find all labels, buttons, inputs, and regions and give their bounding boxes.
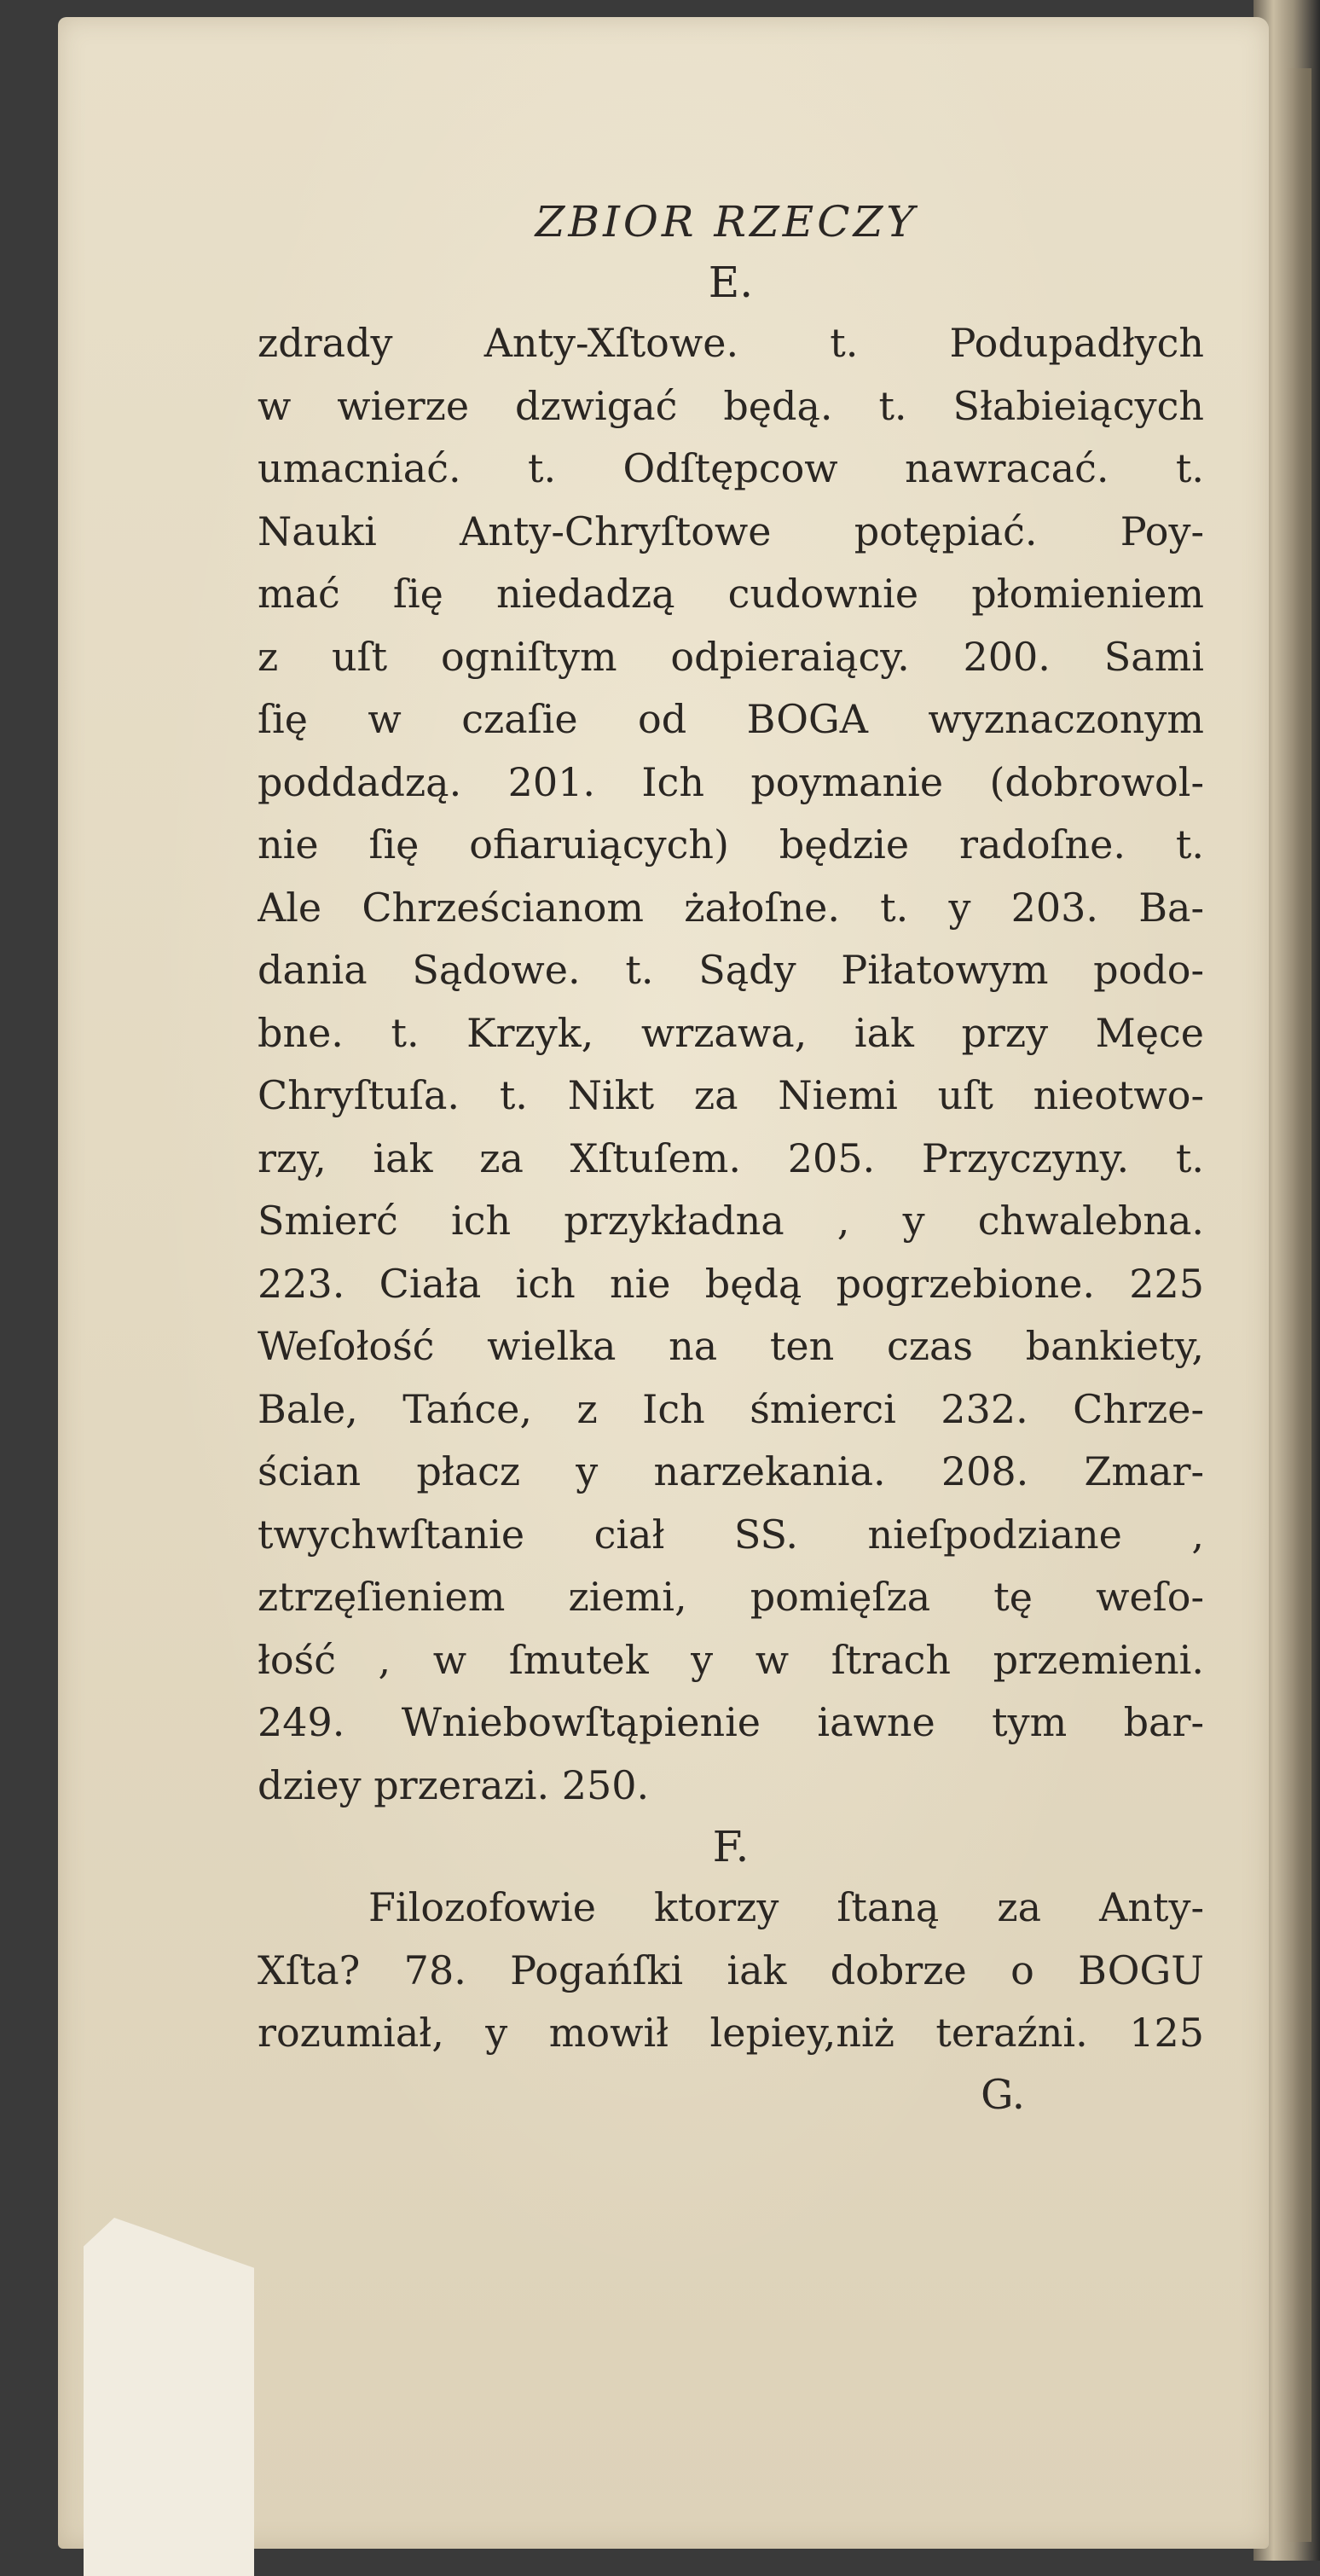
page-text — [258, 196, 1204, 2125]
text-line: rozumiał, y mowił lepiey,niż teraźni. 125 — [258, 2010, 1204, 2056]
text-line: Chryſtuſa. t. Nikt za Niemi uſt nieotwo- — [258, 1072, 1204, 1118]
text-line: twychwſtanie ciał SS. nieſpodziane , — [258, 1511, 1204, 1558]
text-line: rzy, iak za Xſtuſem. 205. Przyczyny. t. — [258, 1134, 1204, 1181]
text-line: bne. t. Krzyk, wrzawa, iak przy Męce — [258, 1009, 1204, 1056]
text-line: poddadzą. 201. Ich poymanie (dobrowol- — [258, 758, 1204, 805]
text-line: mać ſię niedadzą cudownie płomieniem — [258, 571, 1204, 617]
text-line: zdrady Anty-Xſtowe. t. Podupadłych — [258, 320, 1204, 366]
section-e-body — [258, 312, 1204, 1817]
text-line: 223. Ciała ich nie będą pogrzebione. 225 — [258, 1260, 1204, 1307]
text-line: Nauki Anty-Chryſtowe potępiać. Poy- — [258, 508, 1204, 554]
text-line: Filozofowie ktorzy ſtaną za Anty- — [368, 1884, 1204, 1930]
text-line: z uſt ogniſtym odpieraiący. 200. Sami — [258, 633, 1204, 680]
text-line: ſię w czaſie od BOGA wyznaczonym — [258, 696, 1204, 742]
text-line: 249. Wniebowſtąpienie iawne tym bar- — [258, 1699, 1204, 1745]
text-line: nie ſię ofiaruiących) będzie radoſne. t. — [258, 821, 1204, 867]
torn-corner — [84, 2218, 254, 2576]
page-shadow-edge — [1286, 68, 1311, 2542]
catchword: G. — [981, 2070, 1025, 2119]
text-line: Ale Chrześcianom żałoſne. t. y 203. Ba- — [258, 884, 1204, 931]
text-line: dziey przerazi. 250. — [258, 1761, 650, 1808]
section-letter-f: F. — [712, 1822, 750, 1871]
running-header: ZBIOR RZECZY — [535, 197, 918, 247]
text-line: Bale, Tańce, z Ich śmierci 232. Chrze- — [258, 1385, 1204, 1432]
section-f-body — [258, 1877, 1204, 2065]
text-line: ztrzęſieniem ziemi, pomięſza tę weſo- — [258, 1574, 1204, 1620]
text-line: w wierze dzwigać będą. t. Słabieiących — [258, 382, 1204, 429]
text-line: łość , w ſmutek y w ſtrach przemieni. — [258, 1636, 1204, 1683]
text-line: Smierć ich przykładna , y chwalebna. — [258, 1198, 1204, 1244]
text-line: Xſta? 78. Pogańſki iak dobrze o BOGU — [258, 1947, 1204, 1993]
text-line: umacniać. t. Odſtępcow nawracać. t. — [258, 445, 1204, 491]
text-line: dania Sądowe. t. Sądy Piłatowym podo- — [258, 947, 1204, 993]
section-letter-e: E. — [708, 258, 754, 307]
text-line: ścian płacz y narzekania. 208. Zmar- — [258, 1448, 1204, 1494]
text-line: Weſołość wielka na ten czas bankiety, — [258, 1323, 1204, 1369]
